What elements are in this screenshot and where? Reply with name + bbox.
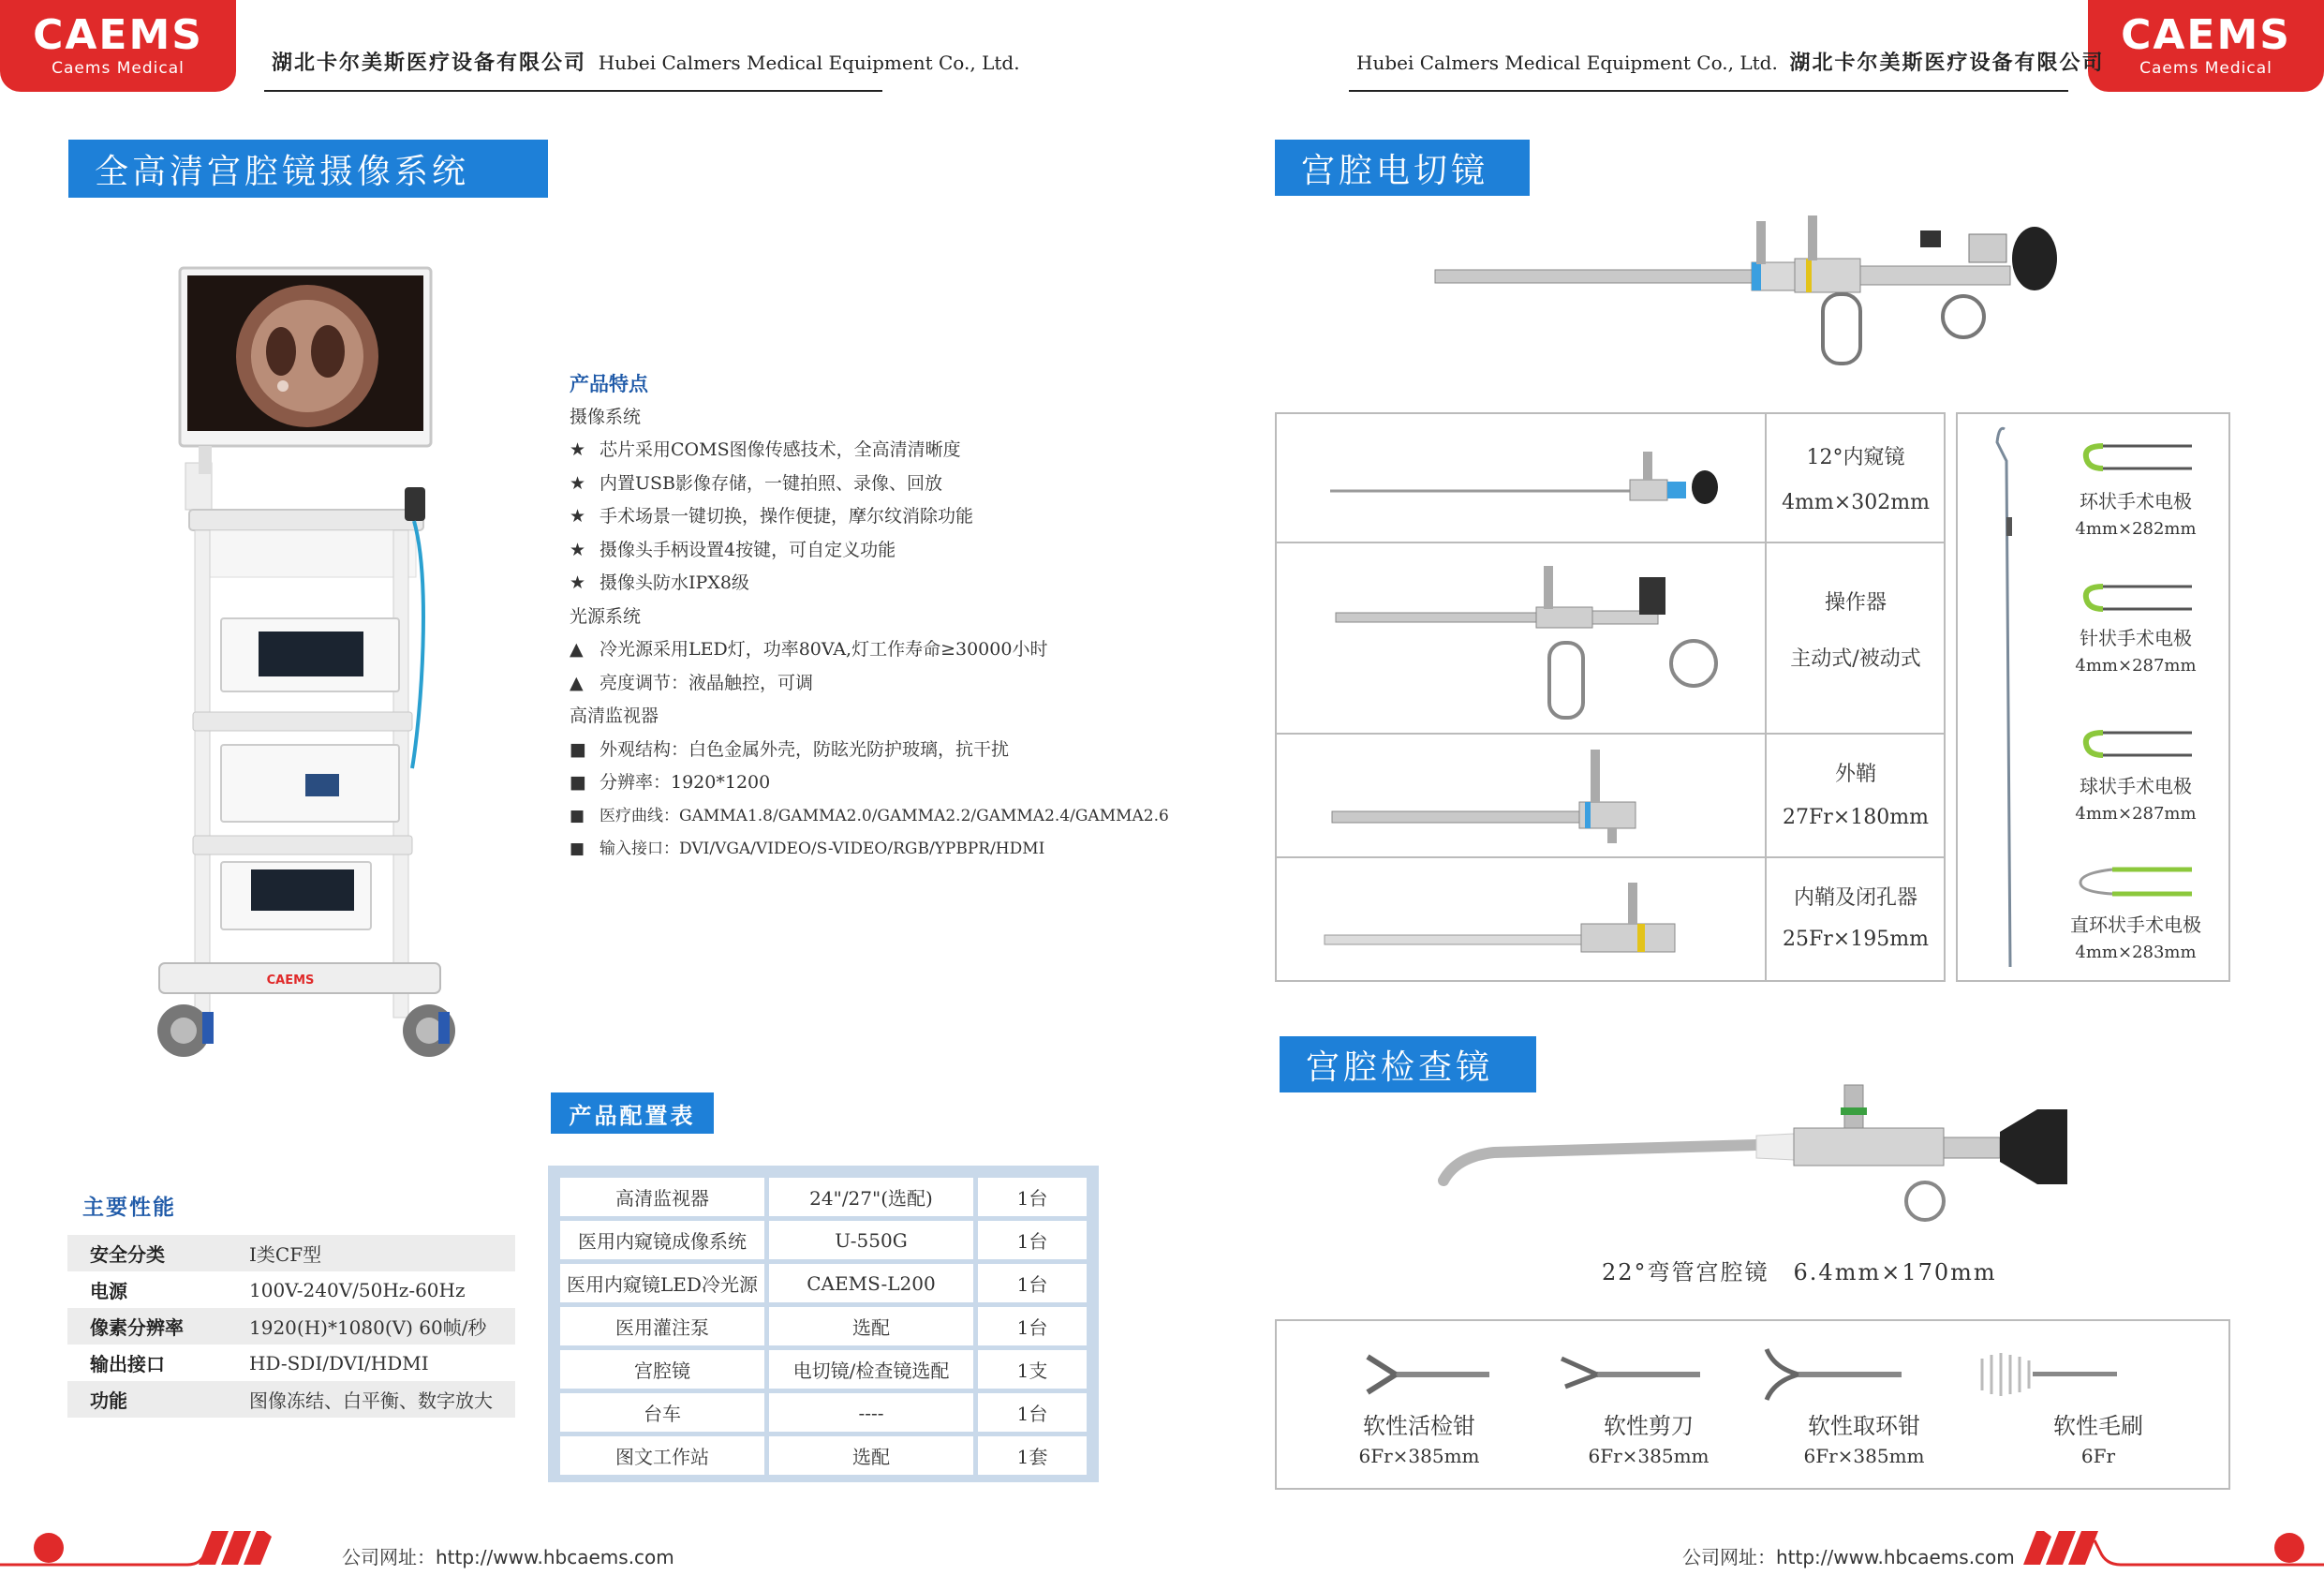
logo-text: CAEMS [2121,11,2291,59]
config-item: 医用内窥镜成像系统 [560,1221,764,1259]
scope-inner-sheath-image [1319,868,1731,961]
table-divider [1275,733,1946,735]
cart-brand-label: CAEMS [266,973,315,988]
section-title-camera-system: 全高清宫腔镜摄像系统 [68,140,548,198]
config-row [560,1350,1087,1389]
company-en: Hubei Calmers Medical Equipment Co., Ltd. [598,52,1020,74]
feature-group-name: 光源系统 [570,605,642,627]
company-cn: 湖北卡尔美斯医疗设备有限公司 [1789,51,2105,75]
config-qty: 1台 [978,1264,1087,1302]
feature-group-name: 摄像系统 [570,406,642,427]
hysteroscope-illustration [1438,1068,2075,1237]
config-model: ---- [769,1393,973,1432]
logo-subtext: Caems Medical [52,59,185,78]
header-right-rule [1349,90,2068,92]
performance-row [67,1345,515,1381]
feature-item: ▲ 冷光源采用LED灯，功率80VA,灯工作寿命≥30000小时 [570,639,1048,660]
config-model: U-550G [769,1221,973,1259]
header-left-rule [264,90,882,92]
logo-text: CAEMS [33,11,203,59]
feature-item: ■ 分辨率：1920*1200 [570,772,771,793]
performance-row [67,1381,515,1418]
config-row [560,1264,1087,1302]
electrode-item: 球状手术电极 4mm×287mm [2075,775,2197,824]
feature-item: ★ 摄像头手柄设置4按键，可自定义功能 [570,539,896,560]
config-item: 医用灌注泵 [560,1307,764,1345]
electrode-item: 环状手术电极 4mm×282mm [2075,490,2197,539]
performance-value: 图像冻结、白平衡、数字放大 [249,1389,493,1412]
config-qty: 1台 [978,1393,1087,1432]
biopsy-forceps-icon [1368,1357,1489,1392]
feature-item: ★ 内置USB影像存储，一键拍照、录像、回放 [570,472,942,494]
performance-row [67,1271,515,1308]
instrument-item: 软性取环钳 6Fr×385mm [1803,1413,1925,1467]
performance-value: 100V-240V/50Hz-60Hz [249,1278,466,1301]
config-qty: 1台 [978,1221,1087,1259]
left-logo [0,0,236,92]
feature-item: ■ 外观结构：白色金属外壳，防眩光防护玻璃，抗干扰 [570,738,1010,760]
table-divider [1275,856,1946,858]
feature-item: ■ 医疗曲线：GAMMA1.8/GAMMA2.0/GAMMA2.2/GAMMA2.4/GAMMA2.6 [570,806,1169,825]
table-divider [1275,542,1946,543]
performance-title: 主要性能 [82,1195,176,1220]
camera-cart-illustration [141,262,478,1068]
scope-operator-image [1330,558,1742,727]
electrode-tip-icon [2086,446,2192,468]
performance-key: 安全分类 [90,1243,165,1266]
hysteroscope-caption: 22°弯管宫腔镜 6.4mm×170mm [1602,1259,1997,1285]
config-item: 图文工作站 [560,1436,764,1475]
performance-value: I类CF型 [249,1243,322,1266]
performance-row [67,1235,515,1271]
performance-key: 电源 [90,1280,127,1302]
instrument-item: 软性毛刷 6Fr [2053,1413,2143,1467]
config-table-title: 产品配置表 [551,1092,714,1134]
product-features [570,367,1244,867]
performance-key: 输出接口 [90,1353,165,1375]
config-row [560,1393,1087,1432]
config-table [548,1166,1099,1482]
scope-telescope-image [1321,438,1733,523]
config-qty: 1台 [978,1178,1087,1216]
config-row [560,1436,1087,1475]
config-model: 选配 [769,1436,973,1475]
config-model: 24"/27"(选配) [769,1178,973,1216]
performance-row [67,1308,515,1345]
header-left-company [272,47,1020,76]
config-item: 医用内窥镜LED冷光源 [560,1264,764,1302]
performance-value: 1920(H)*1080(V) 60帧/秒 [249,1316,487,1339]
company-cn: 湖北卡尔美斯医疗设备有限公司 [272,51,587,75]
brush-icon [1982,1353,2117,1396]
section-title-resectoscope: 宫腔电切镜 [1275,140,1530,196]
config-row [560,1307,1087,1345]
config-item: 高清监视器 [560,1178,764,1216]
config-row [560,1178,1087,1216]
footer-right-decoration [2023,1527,2324,1574]
config-qty: 1台 [978,1307,1087,1345]
footer-left-decoration [0,1527,272,1574]
features-title: 产品特点 [570,372,648,395]
resectoscope-illustration [1433,197,2061,375]
config-row [560,1221,1087,1259]
retrieval-forceps-icon [1767,1349,1902,1400]
feature-item: ★ 芯片采用COMS图像传感技术，全高清清晰度 [570,439,961,460]
config-model: 电切镜/检查镜选配 [769,1350,973,1389]
performance-key: 像素分辨率 [90,1316,184,1339]
flexible-instruments-images [1358,1340,2183,1405]
electrode-item: 直环状手术电极 4mm×283mm [2070,914,2201,962]
performance-value: HD-SDI/DVI/HDMI [249,1351,429,1375]
config-item: 台车 [560,1393,764,1432]
company-en: Hubei Calmers Medical Equipment Co., Ltd. [1356,52,1778,74]
header-right-company [1356,47,2105,76]
right-logo [2088,0,2324,92]
electrode-long-image [1986,424,2033,976]
scope-row: 内鞘及闭孔器 25Fr×195mm [1783,886,1929,951]
feature-item: ★ 摄像头防水IPX8级 [570,572,749,593]
footer-right-url[interactable]: 公司网址：http://www.hbcaems.com [1682,1546,2015,1568]
instrument-item: 软性剪刀 6Fr×385mm [1588,1413,1710,1467]
config-item: 宫腔镜 [560,1350,764,1389]
config-model: CAEMS-L200 [769,1264,973,1302]
performance-table [67,1235,515,1418]
config-qty: 1支 [978,1350,1087,1389]
config-qty: 1套 [978,1436,1087,1475]
section-title-hysteroscope: 宫腔检查镜 [1280,1036,1536,1092]
scope-row: 操作器 主动式/被动式 [1790,591,1921,671]
footer-left-url[interactable]: 公司网址：http://www.hbcaems.com [342,1546,674,1568]
scope-row: 外鞘 27Fr×180mm [1783,763,1929,829]
scope-row: 12°内窥镜 4mm×302mm [1782,446,1930,514]
feature-item: ★ 手术场景一键切换，操作便捷，摩尔纹消除功能 [570,506,974,527]
electrode-item: 针状手术电极 4mm×287mm [2075,627,2197,676]
config-model: 选配 [769,1307,973,1345]
performance-key: 功能 [90,1389,127,1412]
logo-subtext: Caems Medical [2139,59,2272,78]
feature-item: ▲ 亮度调节：液晶触控，可调 [570,672,814,693]
scissors-icon [1562,1359,1700,1387]
scope-outer-sheath-image [1326,740,1701,843]
feature-item: ■ 输入接口：DVI/VGA/VIDEO/S-VIDEO/RGB/YPBPR/HDMI [570,840,1045,858]
instrument-item: 软性活检钳 6Fr×385mm [1358,1413,1480,1467]
feature-group-name: 高清监视器 [570,706,659,726]
